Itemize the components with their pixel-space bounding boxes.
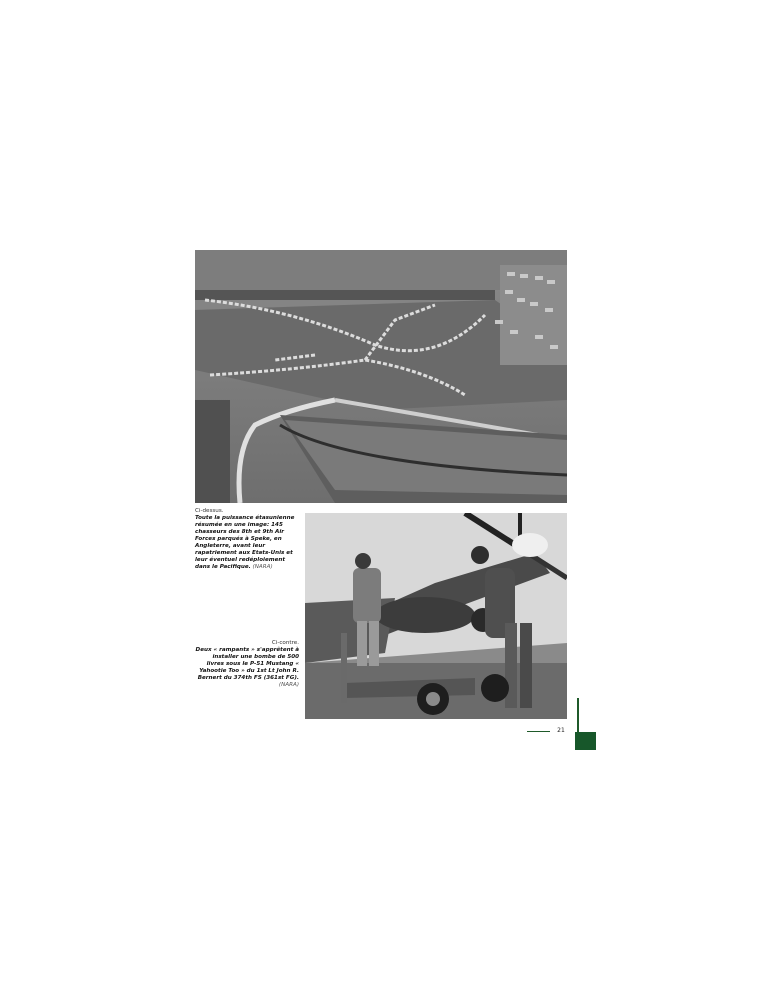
caption-aerial-photo bbox=[195, 508, 299, 571]
page-number: 21 bbox=[557, 727, 565, 734]
caption-lead: Ci-contre. bbox=[271, 640, 299, 646]
corner-accent-square bbox=[575, 732, 596, 750]
caption-credit: (NARA) bbox=[252, 564, 273, 570]
folio-rule bbox=[527, 731, 550, 732]
caption-bomb-photo bbox=[195, 640, 299, 689]
caption-lead: Ci-dessus. bbox=[195, 508, 224, 514]
aerial-airfield-photo bbox=[195, 250, 567, 503]
ground-crew-bomb-loading-photo bbox=[305, 513, 567, 719]
caption-credit: (NARA) bbox=[278, 682, 299, 688]
caption-body: Deux « rampants » s'apprêtent à installer une bombe de 500 livres sous le P-51 Mustang « Yahootie Too » du 1st Lt John R. Bernert du 374th FS (361st FG). bbox=[195, 647, 299, 681]
corner-accent-line bbox=[577, 698, 579, 732]
caption-body: Toute la puissance étasunienne résumée en une image: 145 chasseurs des 8th et 9th Air Forces parqués à Speke, en Angleterre, avant leur rapatriement aux Etats-Unis et leur éventuel redéploiement dans le Pacifique. bbox=[195, 515, 295, 570]
